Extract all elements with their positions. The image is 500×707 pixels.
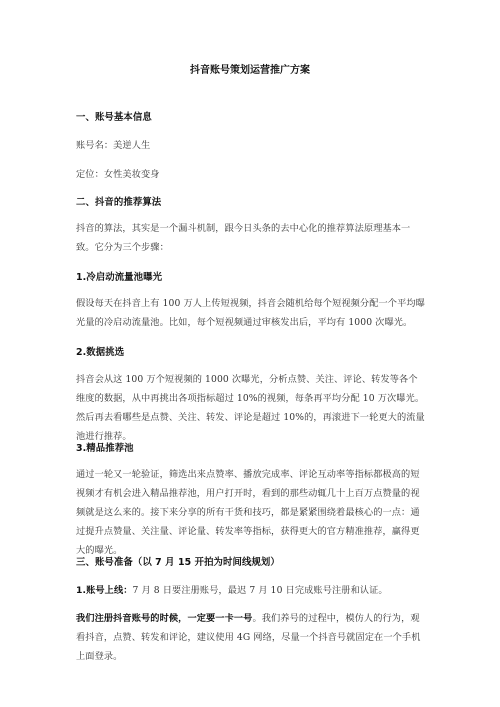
positioning-line: 定位：女性美妆变身 xyxy=(76,169,160,180)
note-paragraph xyxy=(76,609,426,666)
step2-heading: 2.数据挑选 xyxy=(76,347,125,358)
step2-body: 抖音会从这 100 万个短视频的 1000 次曝光，分析点赞、关注、评论、转发等各个维度的数据，从中再挑出各项指标超过 10%的视频，每条再平均分配 10 万次曝光。然后再去看哪些是点赞、关注、转发、评论是超过 10%的，再滚进下一轮更大的流量池进行推荐。 xyxy=(76,374,425,442)
section2-heading: 二、抖音的推荐算法 xyxy=(76,197,162,208)
step3-heading: 3.精品推荐池 xyxy=(76,443,134,454)
launch-text: 7 月 8 日要注册账号，最迟 7 月 10 日完成账号注册和认证。 xyxy=(132,585,388,596)
launch-label: 1.账号上线： xyxy=(76,585,133,596)
step1-heading: 1.冷启动流量池曝光 xyxy=(76,272,163,283)
section2-intro: 抖音的算法，其实是一个漏斗机制，跟今日头条的去中心化的推荐算法原理基本一致。它分为三个步骤： xyxy=(76,223,411,253)
step3-body: 通过一轮又一轮验证，筛选出来点赞率、播放完成率、评论互动率等指标都极高的短视频才有机会进入精品推荐池，用户打开时，看到的那些动辄几十上百万点赞量的视频就是这么来的。接下来分享的所有干货和技巧，都是紧紧围绕着最核心的一点：通过提升点赞量、关注量、评论量、转发率等指标，获得更大的官方精准推荐，赢得更大的曝光。 xyxy=(76,469,420,556)
section3-heading: 三、账号准备（以 7 月 15 开拍为时间线规划） xyxy=(76,557,280,568)
step1-body: 假设每天在抖音上有 100 万人上传短视频，抖音会随机给每个短视频分配一个平均曝光量的冷启动流量池。比如，每个短视频通过审核发出后，平均有 1000 次曝光。 xyxy=(76,298,425,328)
launch-paragraph xyxy=(76,581,426,600)
note-text: 。我们养号的过程中，模仿人的行为，观看抖音，点赞、转发和评论，建议使用 4G 网络，尽量一个抖音号就固定在一个手机上面登录。 xyxy=(76,613,421,662)
document-title: 抖音账号策划运营推广方案 xyxy=(190,65,310,76)
section1-heading: 一、账号基本信息 xyxy=(76,112,152,123)
account-name-line: 账号名：美逆人生 xyxy=(76,140,151,151)
note-bold: 我们注册抖音账号的时候，一定要一卡一号 xyxy=(76,613,253,624)
